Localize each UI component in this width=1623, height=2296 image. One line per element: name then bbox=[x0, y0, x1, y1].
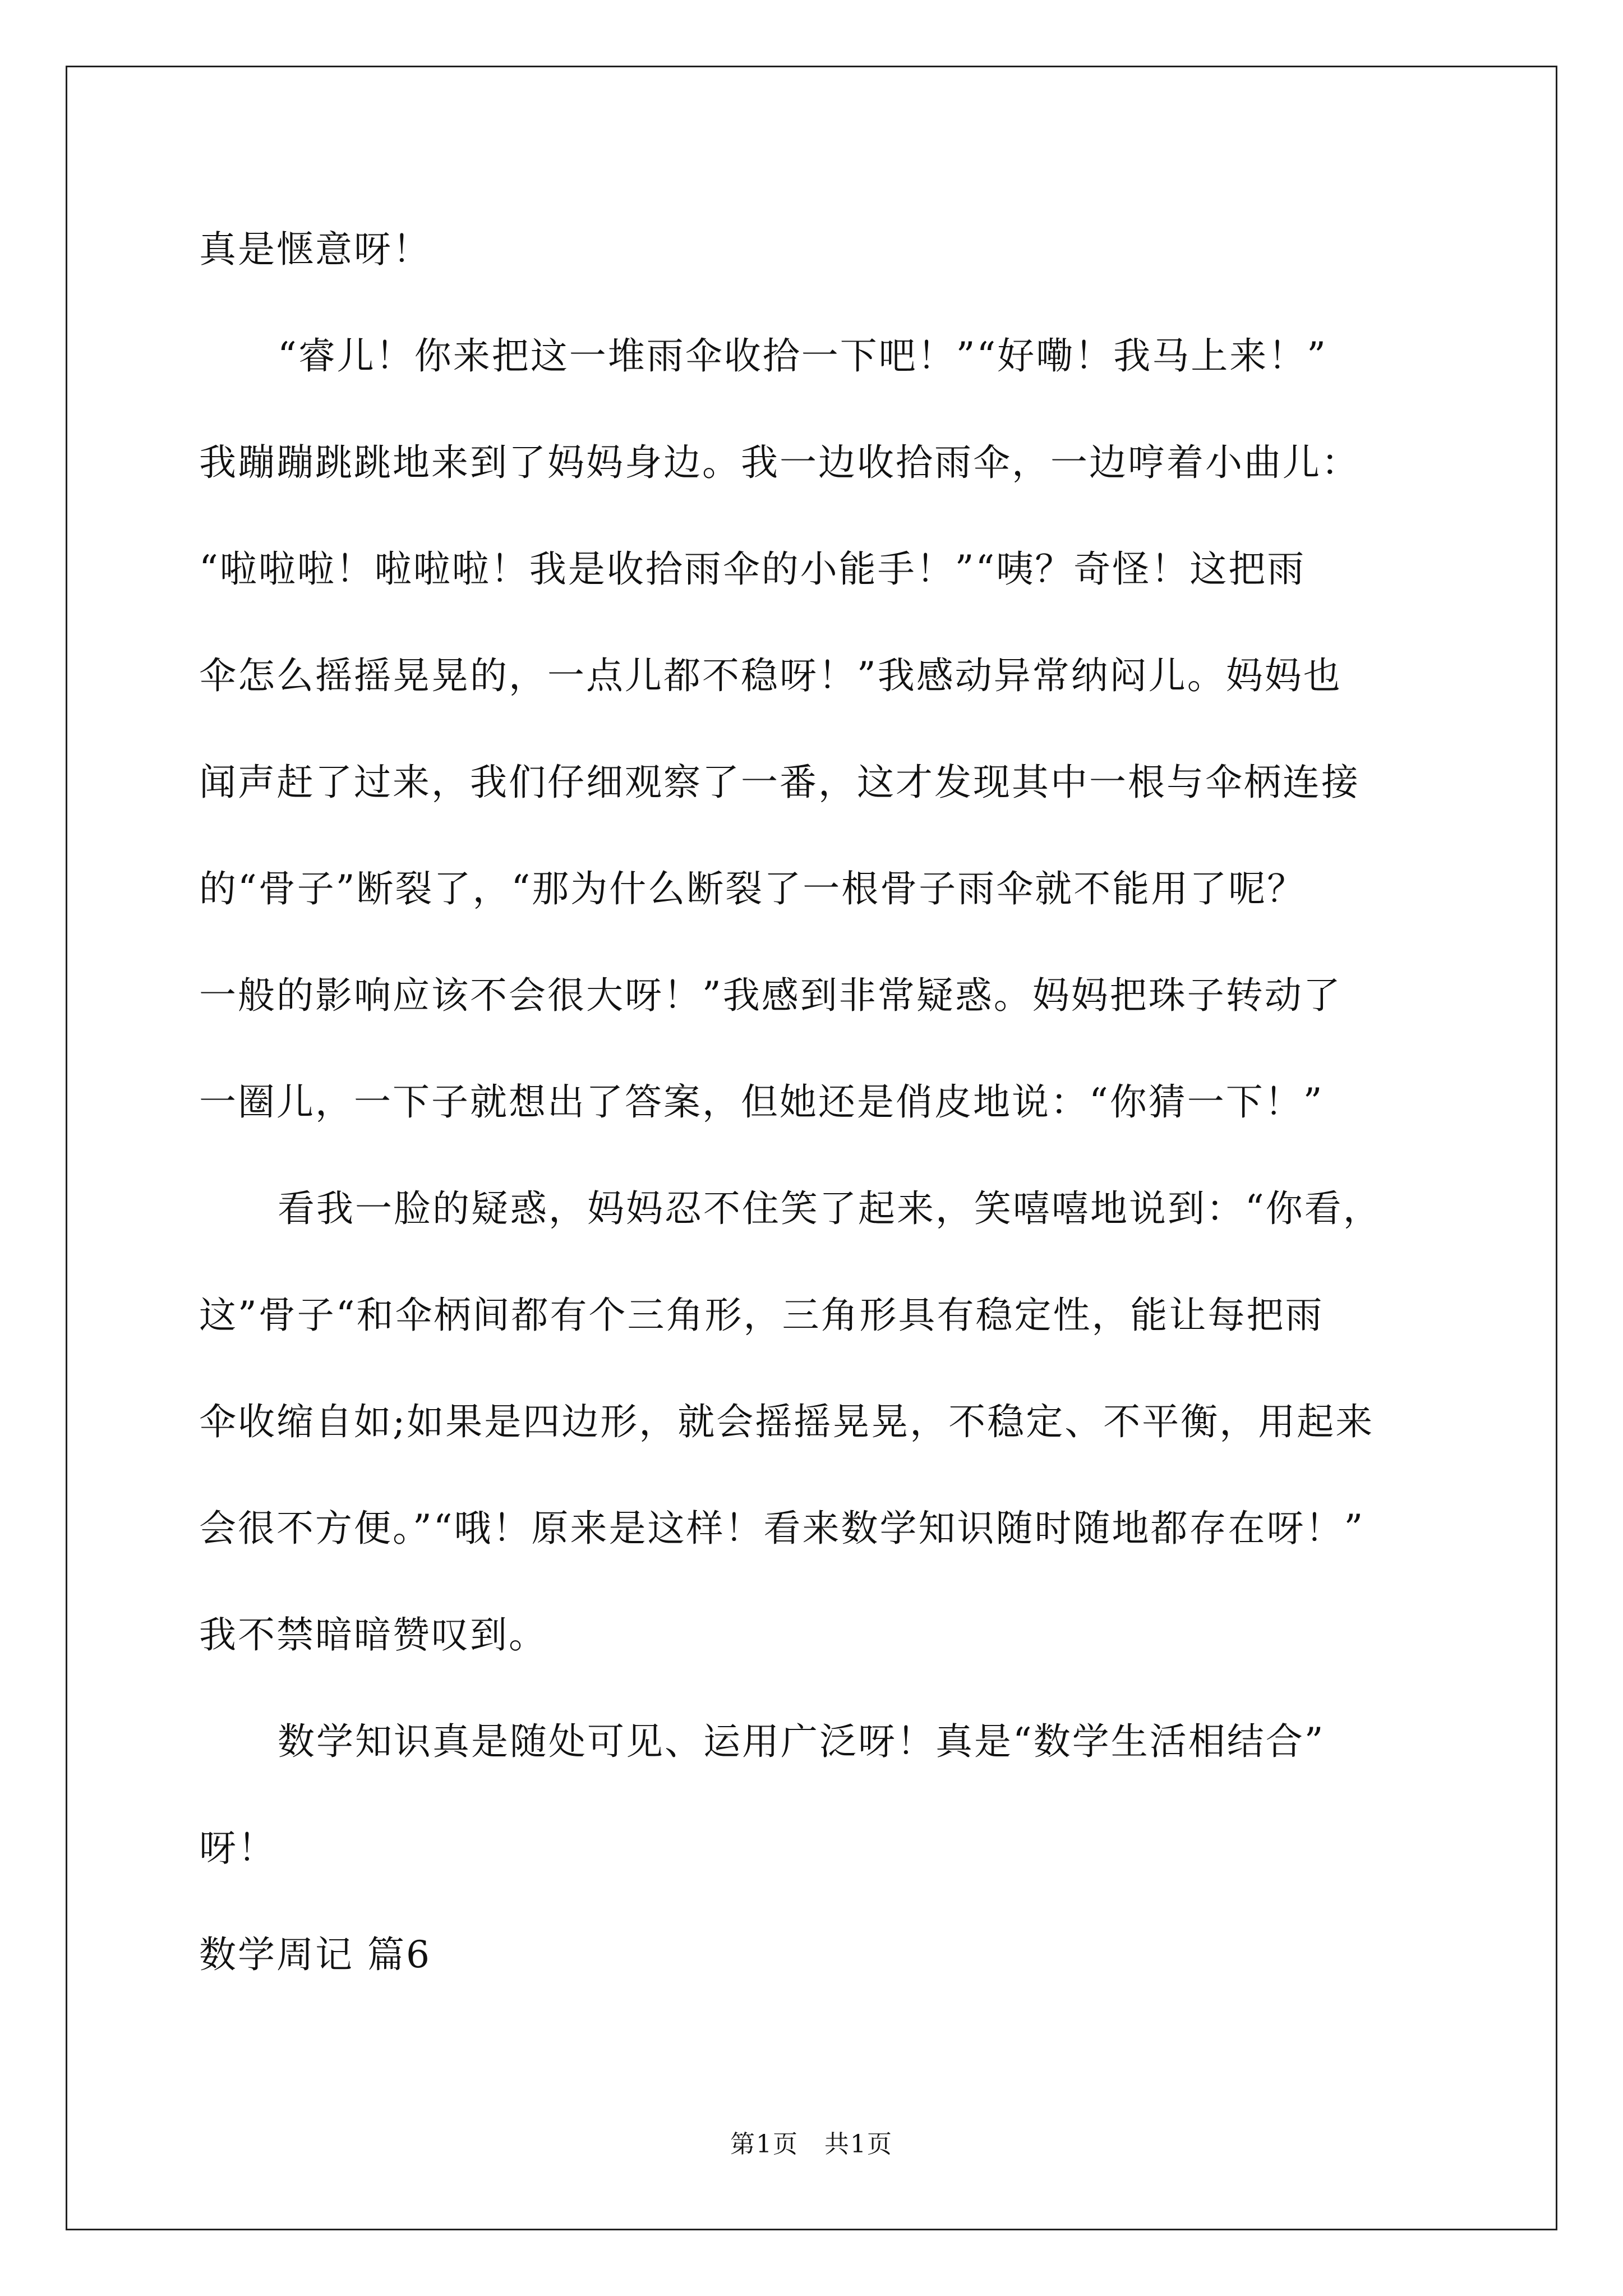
page-border bbox=[66, 66, 1557, 2230]
text-line-1: 真是惬意呀！ bbox=[199, 228, 431, 271]
page-footer: 第1页 共1页 bbox=[730, 2130, 893, 2159]
text-line-4: “啦啦啦！啦啦啦！我是收拾雨伞的小能手！”“咦？奇怪！这把雨 bbox=[199, 547, 1306, 591]
text-line-15: 数学知识真是随处可见、运用广泛呀！真是“数学生活相结合” bbox=[278, 1720, 1325, 1763]
text-line-12: 伞收缩自如;如果是四边形，就会摇摇晃晃，不稳定、不平衡，用起来 bbox=[199, 1400, 1375, 1443]
text-line-9: 一圈儿，一下子就想出了答案，但她还是俏皮地说：“你猜一下！” bbox=[199, 1080, 1324, 1124]
text-line-14: 我不禁暗暗赞叹到。 bbox=[199, 1613, 547, 1657]
text-line-16: 呀！ bbox=[199, 1826, 276, 1870]
text-line-8: 一般的影响应该不会很大呀！”我感到非常疑惑。妈妈把珠子转动了 bbox=[199, 974, 1342, 1017]
text-line-2: “睿儿！你来把这一堆雨伞收拾一下吧！”“好嘞！我马上来！” bbox=[278, 334, 1327, 378]
text-line-3: 我蹦蹦跳跳地来到了妈妈身边。我一边收拾雨伞，一边哼着小曲儿： bbox=[199, 441, 1360, 484]
section-heading: 数学周记 篇6 bbox=[199, 1933, 431, 1976]
text-line-7: 的“骨子”断裂了，“那为什么断裂了一根骨子雨伞就不能用了呢？ bbox=[199, 867, 1306, 910]
text-line-13: 会很不方便。”“哦！原来是这样！看来数学知识随时随地都存在呀！” bbox=[199, 1507, 1365, 1550]
text-line-5: 伞怎么摇摇晃晃的，一点儿都不稳呀！”我感动异常纳闷儿。妈妈也 bbox=[199, 654, 1342, 697]
text-line-11: 这”骨子“和伞柄间都有个三角形，三角形具有稳定性，能让每把雨 bbox=[199, 1294, 1324, 1337]
text-line-10: 看我一脸的疑惑，妈妈忍不住笑了起来，笑嘻嘻地说到：“你看， bbox=[278, 1187, 1382, 1230]
text-line-6: 闻声赶了过来，我们仔细观察了一番，这才发现其中一根与伞柄连接 bbox=[199, 761, 1360, 804]
